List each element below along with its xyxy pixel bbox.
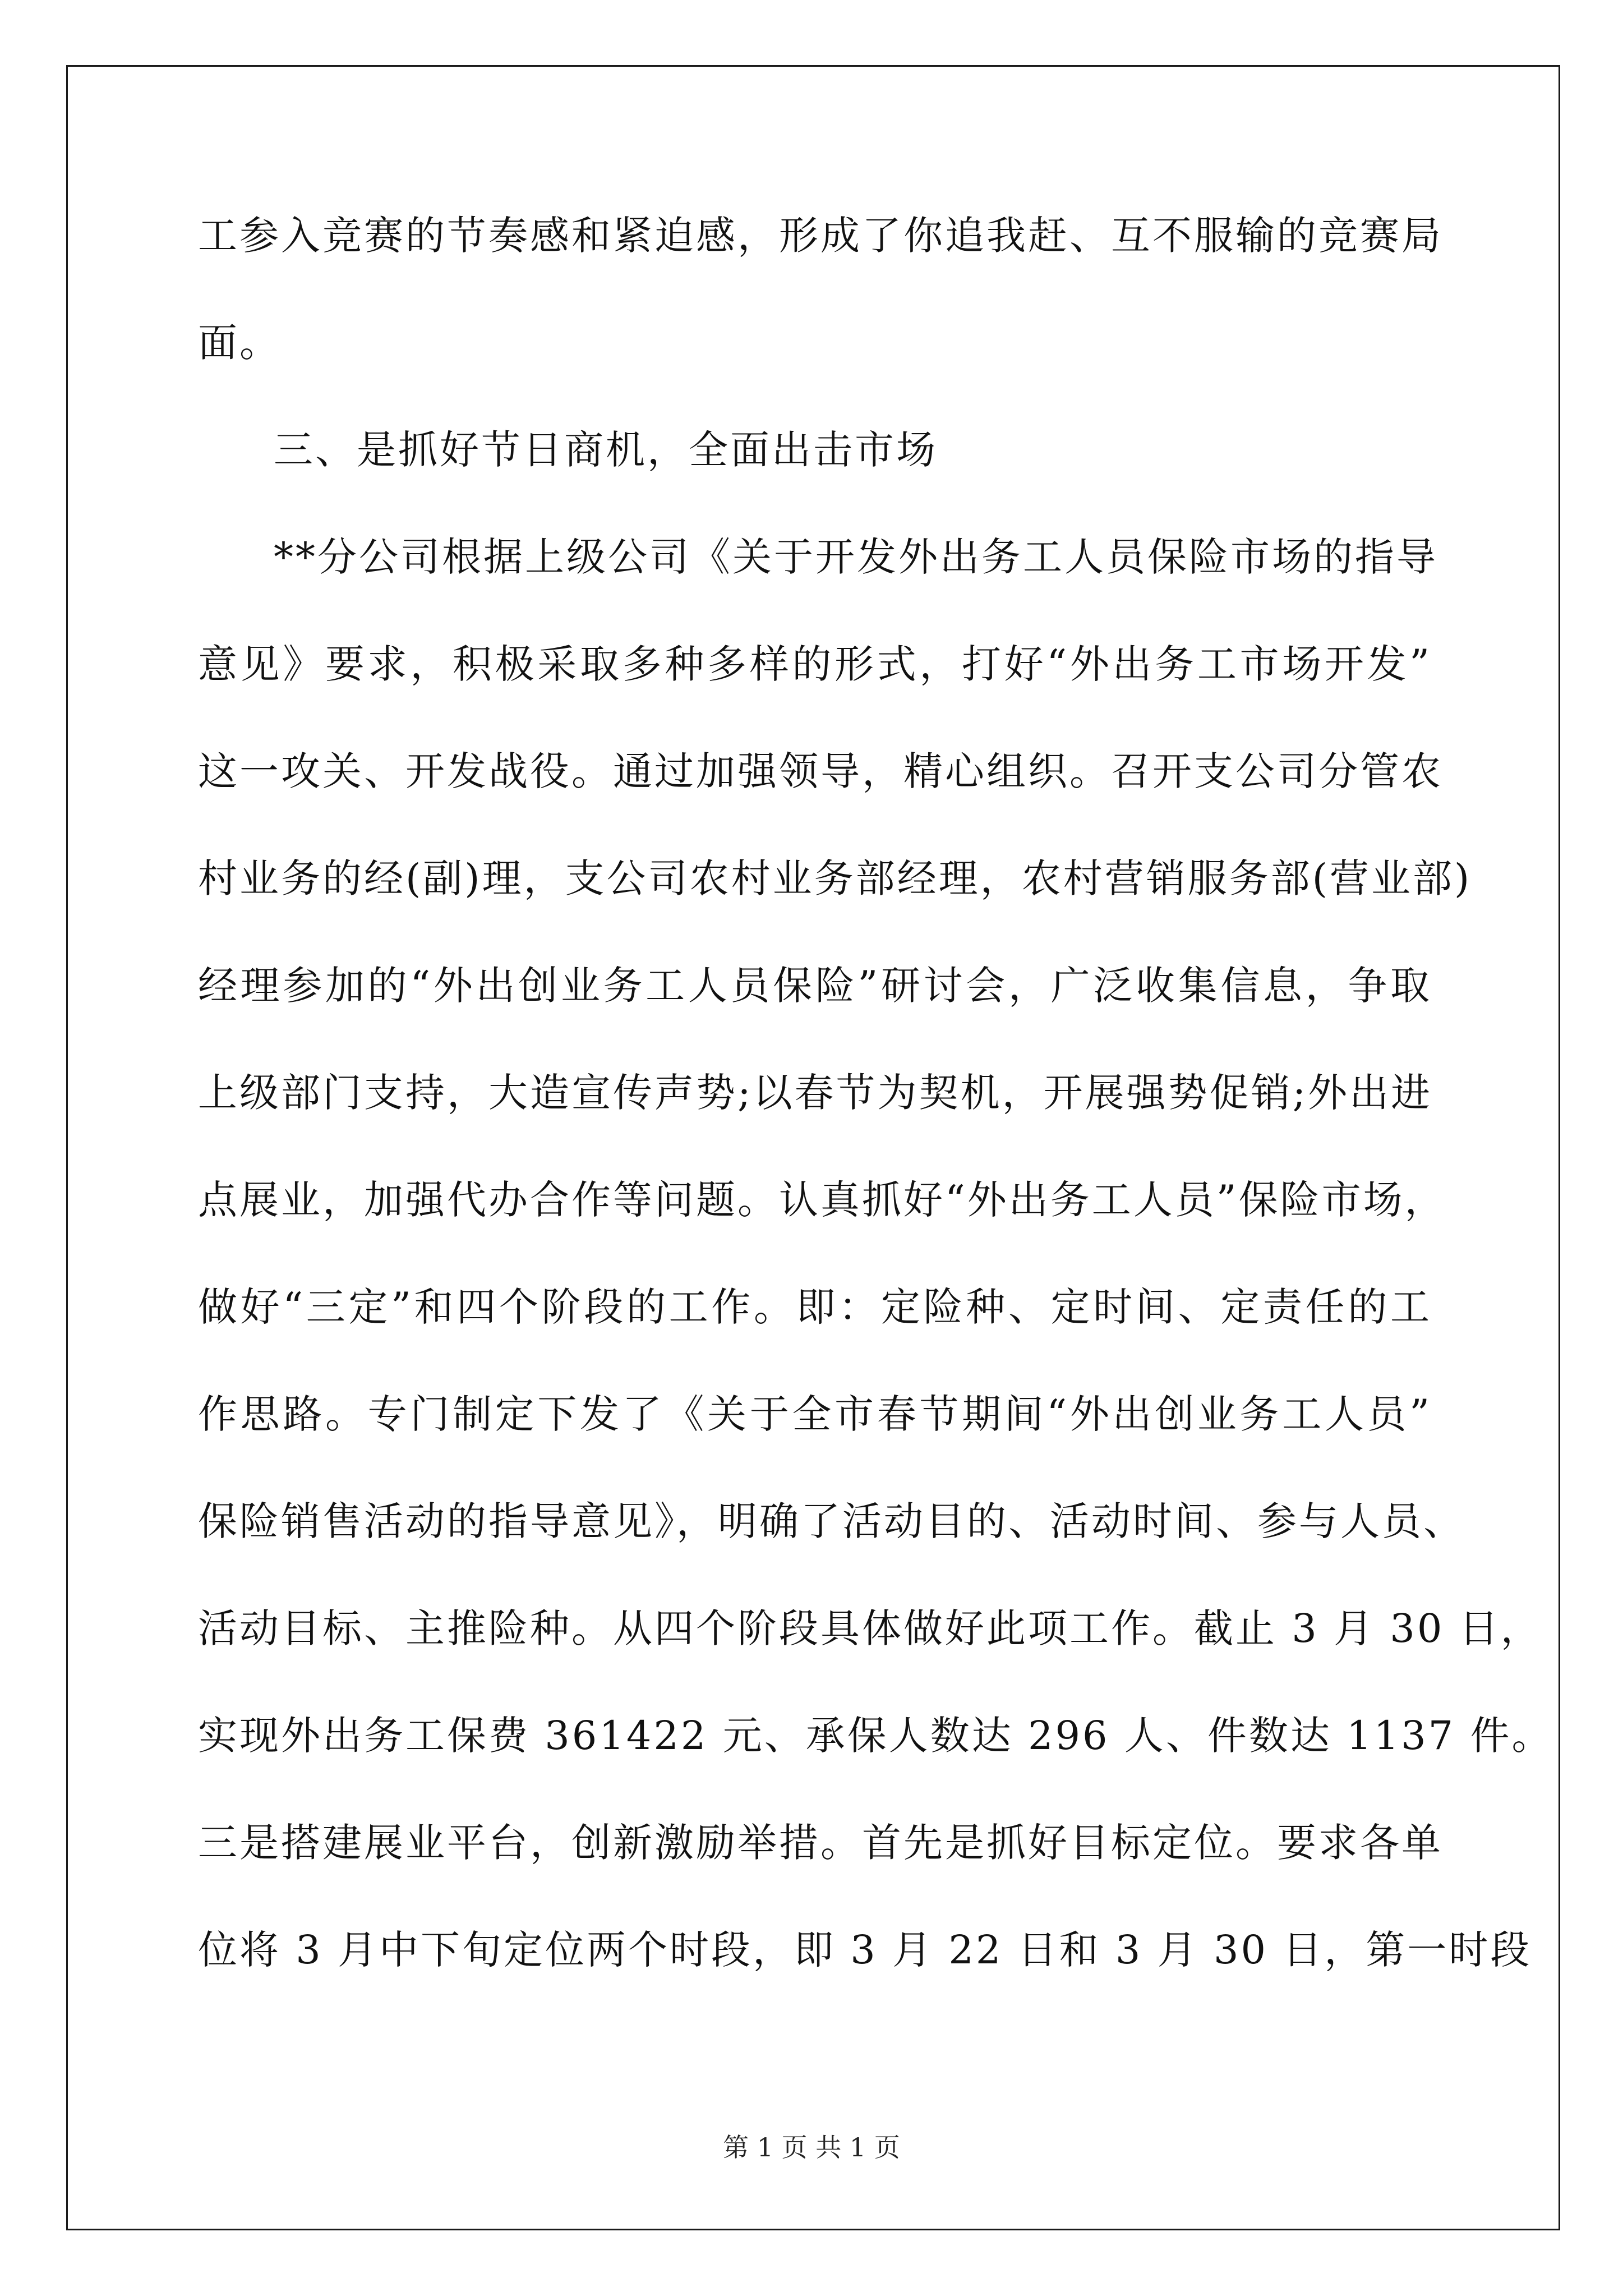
text-line: 意见》要求，积极采取多种多样的形式，打好“外出务工市场开发” [198,641,1432,687]
text-line: 面。 [198,320,281,366]
text-line: 三是搭建展业平台，创新激励举措。首先是抓好目标定位。要求各单 [198,1820,1443,1866]
text-line: 三、是抓好节日商机，全面出击市场 [274,427,938,473]
text-line: **分公司根据上级公司《关于开发外出务工人员保险市场的指导 [274,534,1438,580]
text-line: 上级部门支持，大造宣传声势;以春节为契机，开展强势促销;外出进 [198,1070,1433,1116]
text-line: 位将 3 月中下旬定位两个时段，即 3 月 22 日和 3 月 30 日，第一时段 [198,1927,1532,1973]
text-line: 活动目标、主推险种。从四个阶段具体做好此项工作。截止 3 月 30 日， [198,1605,1542,1651]
text-line: 点展业，加强代办合作等问题。认真抓好“外出务工人员”保险市场， [198,1177,1446,1223]
text-line: 作思路。专门制定下发了《关于全市春节期间“外出创业务工人员” [198,1391,1432,1437]
document-body [198,213,1553,2035]
text-line: 工参入竞赛的节奏感和紧迫感，形成了你追我赶、互不服输的竞赛局 [198,213,1443,259]
text-line: 实现外出务工保费 361422 元、承保人数达 296 人、件数达 1137 件。 [198,1713,1553,1759]
text-line: 村业务的经(副)理，支公司农村业务部经理，农村营销服务部(营业部) [198,855,1472,901]
text-line: 经理参加的“外出创业务工人员保险”研讨会，广泛收集信息，争取 [198,963,1432,1009]
text-line: 保险销售活动的指导意见》，明确了活动目的、活动时间、参与人员、 [198,1498,1465,1544]
page-footer: 第 1 页 共 1 页 [723,2132,900,2162]
text-line: 这一攻关、开发战役。通过加强领导，精心组织。召开支公司分管农 [198,748,1443,794]
text-line: 做好“三定”和四个阶段的工作。即：定险种、定时间、定责任的工 [198,1284,1432,1330]
